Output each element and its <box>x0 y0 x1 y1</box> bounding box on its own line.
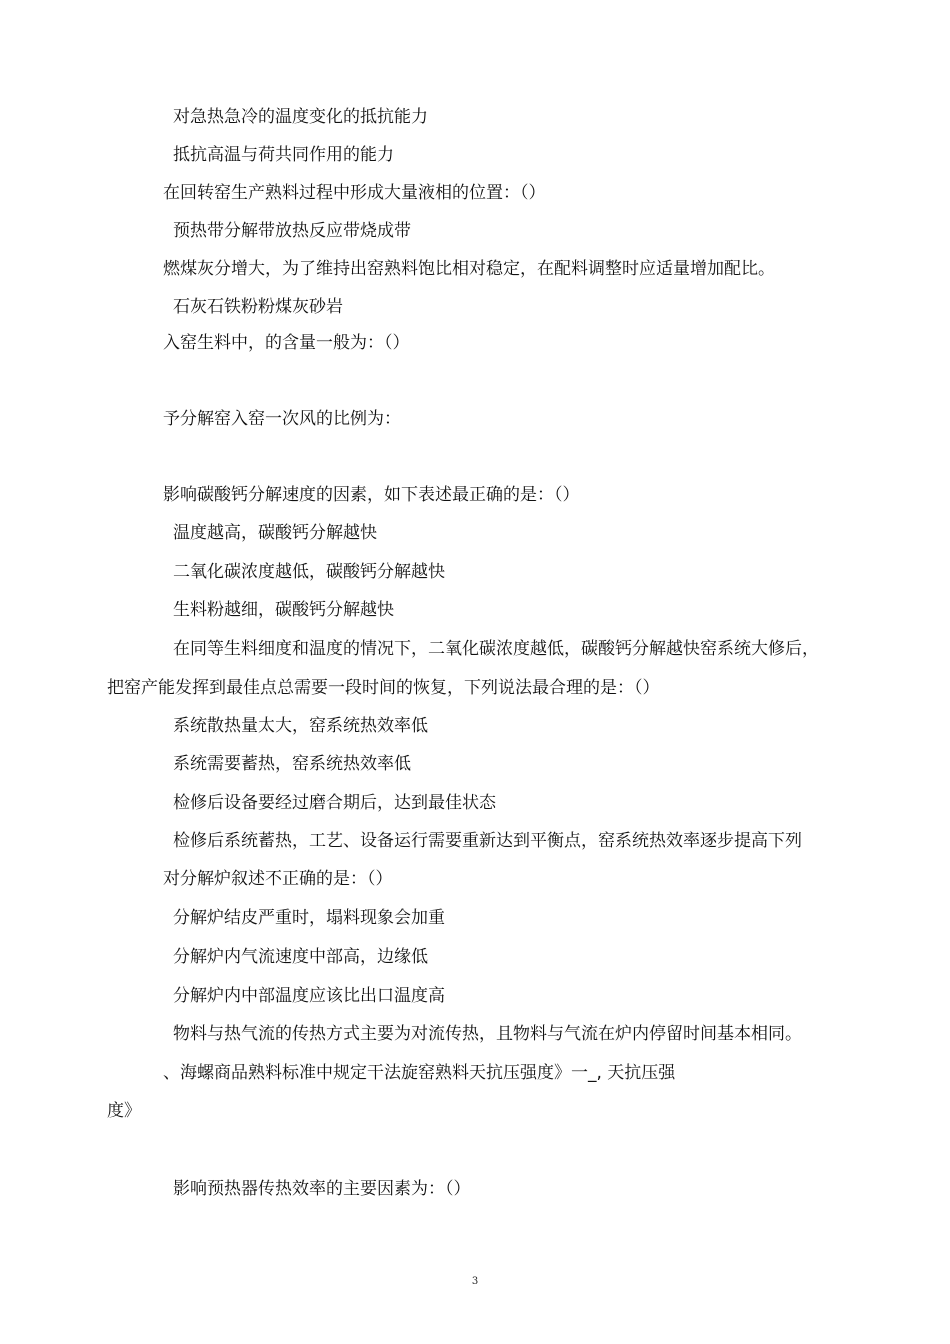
text-line: 分解炉结皮严重时，塌料现象会加重 <box>173 908 445 928</box>
text-line: 分解炉内中部温度应该比出口温度高 <box>173 986 445 1006</box>
text-line: 把窑产能发挥到最佳点总需要一段时间的恢复，下列说法最合理的是：（） <box>107 678 660 698</box>
text-line: 对分解炉叙述不正确的是：（） <box>163 869 393 889</box>
text-line: 生料粉越细，碳酸钙分解越快 <box>173 600 394 620</box>
text-line: 入窑生料中，的含量一般为：（） <box>163 333 410 353</box>
text-line: 度》 <box>107 1101 141 1121</box>
text-line: 石灰石铁粉粉煤灰砂岩 <box>173 297 343 317</box>
text-line: 检修后系统蓄热，工艺、设备运行需要重新达到平衡点，窑系统热效率逐步提高下列 <box>173 831 802 851</box>
text-line: 予分解窑入窑一次风的比例为： <box>163 409 401 429</box>
text-line: 二氧化碳浓度越低，碳酸钙分解越快 <box>173 562 445 582</box>
text-line: 在回转窑生产熟料过程中形成大量液相的位置：（） <box>163 183 546 203</box>
text-line: 系统需要蓄热，窑系统热效率低 <box>173 754 411 774</box>
text-line: 抵抗高温与荷共同作用的能力 <box>173 145 394 165</box>
text-line: 系统散热量太大，窑系统热效率低 <box>173 716 428 736</box>
text-line: 在同等生料细度和温度的情况下，二氧化碳浓度越低，碳酸钙分解越快窑系统大修后， <box>173 639 819 659</box>
text-line: 检修后设备要经过磨合期后，达到最佳状态 <box>173 793 496 813</box>
text-line: 影响碳酸钙分解速度的因素，如下表述最正确的是：（） <box>163 485 580 505</box>
text-line: 物料与热气流的传热方式主要为对流传热，且物料与气流在炉内停留时间基本相同。 <box>173 1024 802 1044</box>
text-line: 温度越高，碳酸钙分解越快 <box>173 523 377 543</box>
text-line: 影响预热器传热效率的主要因素为：（） <box>173 1179 471 1199</box>
text-line: 分解炉内气流速度中部高，边缘低 <box>173 947 428 967</box>
text-line: 、海螺商品熟料标准中规定干法旋窑熟料天抗压强度》一_, 天抗压强 <box>163 1063 676 1083</box>
text-line: 对急热急冷的温度变化的抵抗能力 <box>173 107 428 127</box>
page-number: 3 <box>471 1276 479 1287</box>
text-line: 燃煤灰分增大，为了维持出窑熟料饱比相对稳定，在配料调整时应适量增加配比。 <box>163 259 775 279</box>
text-line: 预热带分解带放热反应带烧成带 <box>173 221 411 241</box>
